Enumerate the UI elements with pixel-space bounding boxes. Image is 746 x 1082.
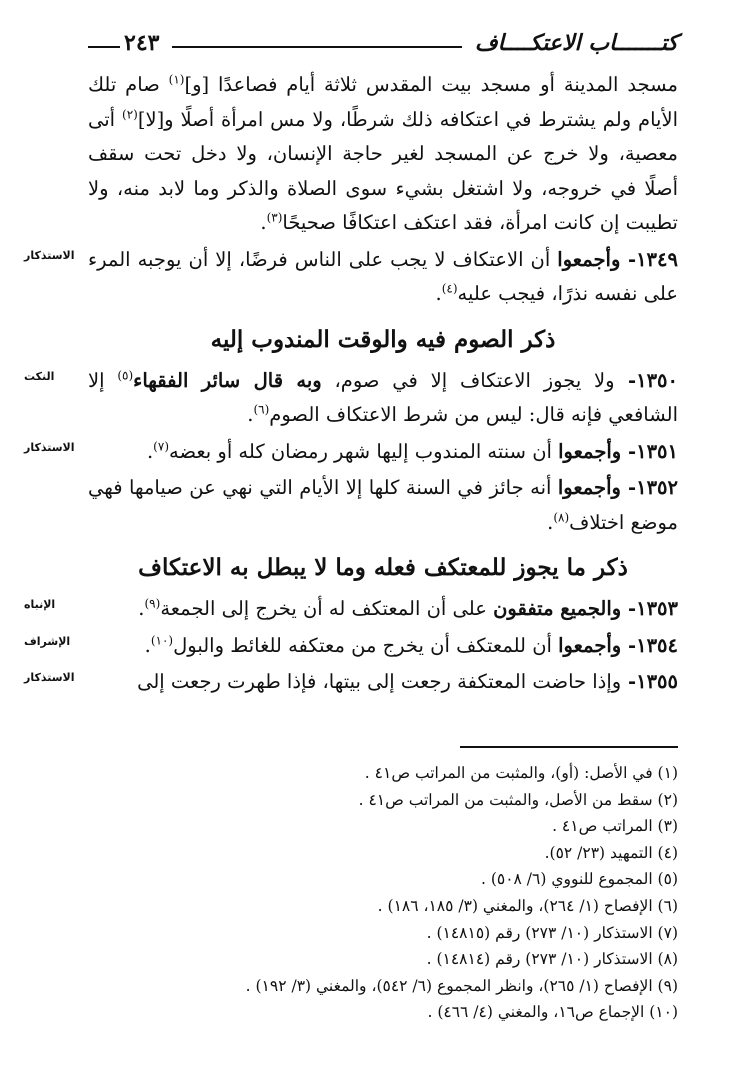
section-heading: ذكر ما يجوز للمعتكف فعله وما لا يبطل به الاعتكاف (138, 554, 628, 581)
entry-1353 (24, 592, 678, 627)
running-header (88, 30, 678, 64)
text: أن الاعتكاف لا يجب على الناس فرضًا، إلا أن يوجبه المرء على نفسه نذرًا، فيجب عليه (88, 247, 678, 305)
footnote: (٦) الإفصاح (١/ ٢٦٤)، والمغني (٣/ ١٨٥، ١٨٦) . (377, 896, 678, 915)
footnote-ref[interactable]: (٦) (253, 402, 270, 417)
entry-number: ١٣٥٥- (621, 670, 678, 693)
text: أن للمعتكف أن يخرج من معتكفه للغائط والبول (173, 633, 559, 657)
text: صام تلك الأيام ولم يشترط في اعتكافه ذلك شرطًا، ولا مس امرأة أصلًا و[لا] (88, 73, 679, 131)
entry-1350 (24, 364, 678, 433)
footnote: (٩) الإفصاح (١/ ٢٦٥)، وانظر المجموع (٦/ ٥٤٢)، والمغني (٣/ ١٩٢) . (245, 976, 678, 995)
page-number: ٢٤٣ (124, 30, 160, 56)
entry-text: ١٣٥٤- وأجمعوا أن للمعتكف أن يخرج من معتكفه للغائط والبول$^{(١٠)}$. (144, 633, 678, 657)
footnote-ref[interactable]: (٧) (153, 439, 169, 453)
footnote-ref[interactable]: (٣) (266, 210, 283, 225)
entry-1351 (24, 435, 678, 470)
entry-text: ١٣٥٢- وأجمعوا أنه جائز في السنة كلها إلا الأيام التي نهي عن صيامها فهي موضع اختلاف$^{(٨)}$. (88, 476, 678, 534)
entry-1349 (24, 243, 678, 312)
footnote-separator (460, 746, 678, 748)
footnote: (٢) سقط من الأصل، والمثبت من المراتب ص٤١ . (358, 790, 678, 809)
entry-1352 (88, 471, 678, 540)
entry-1354 (24, 629, 678, 664)
entry-text: ١٣٥٣- والجميع متفقون على أن المعتكف له أن يخرج إلى الجمعة$^{(٩)}$. (138, 596, 678, 620)
entry-text (88, 665, 678, 700)
header-rule-short (88, 46, 120, 48)
footnotes (158, 760, 678, 1026)
footnote-ref[interactable]: (١) (168, 72, 185, 87)
entry-keyword: وبه قال سائر الفقهاء (133, 368, 322, 392)
footnote: (٣) المراتب ص٤١ . (552, 817, 678, 836)
entry-number: ١٣٥٢- (620, 476, 678, 499)
entry-number: ١٣٥٣- (621, 597, 678, 620)
source-label: الإشراف (24, 634, 71, 648)
entry-keyword: وأجمعوا (557, 247, 621, 271)
text: على أن المعتكف له أن يخرج إلى الجمعة (160, 597, 494, 620)
main-text (24, 68, 679, 700)
footnote-ref[interactable]: (٥) (117, 368, 134, 382)
source-label: الإنباه (24, 598, 56, 611)
entry-keyword: وأجمعوا (557, 476, 621, 499)
entry-text: ١٣٥٠- ولا يجوز الاعتكاف إلا في صوم، وبه قال سائر الفقهاء$^{(٥)}$ إلا الشافعي فإنه قال: ليس من شرط الاعتكاف الصوم$^{(٦)}$. (88, 368, 678, 426)
footnote: (٧) الاستذكار (١٠/ ٢٧٣) رقم (١٤٨١٥) . (426, 923, 678, 942)
source-label: الاستذكار (24, 248, 75, 262)
footnote: (١٠) الإجماع ص١٦، والمغني (٤/ ٤٦٦) . (427, 1003, 678, 1022)
text: أتى معصية، ولا خرج عن المسجد لغير حاجة الإنسان، ولا دخل تحت سقف أصلًا في خروجه، ولا اشتغل بشيء سوى الصلاة والذكر وما لابد منه، ولا تطيبت إن كانت امرأة، فقد اعتكف اعتكافًا صحيحًا (88, 107, 678, 234)
footnote-ref[interactable]: (١٠) (150, 633, 174, 647)
footnote: (٥) المجموع للنووي (٦/ ٥٠٨) . (480, 870, 678, 889)
text: مسجد المدينة أو مسجد بيت المقدس ثلاثة أيام فصاعدًا [و] (184, 73, 678, 96)
text: أنه جائز في السنة كلها إلا الأيام التي نهي عن صيامها فهي موضع اختلاف (88, 476, 678, 534)
paragraph-continuation: مسجد المدينة أو مسجد بيت المقدس ثلاثة أيام فصاعدًا [و]$^{(١)}$ صام تلك الأيام ولم يشترط في اعتكافه ذلك شرطًا، ولا مس امرأة أصلًا و[لا]$^{(٢)}$ أتى معصية، ولا خرج عن المسجد لغير حاجة الإنسان، ولا دخل تحت سقف أصلًا في خروجه، ولا اشتغل بشيء سوى الصلاة والذكر وما لابد منه، ولا تطيبت إن كانت امرأة، فقد اعتكف اعتكافًا صحيحًا$^{(٣)}$. (88, 72, 679, 234)
entry-number: ١٣٥٤- (621, 633, 678, 657)
source-label: الاستذكار (24, 671, 75, 684)
text: وإذا حاضت المعتكفة رجعت إلى بيتها، فإذا طهرت رجعت إلى (137, 670, 622, 693)
entry-number: ١٣٤٩- (620, 247, 678, 271)
source-label: النكت (24, 369, 55, 383)
entry-1355 (24, 665, 678, 700)
entry-keyword: والجميع متفقون (493, 597, 622, 620)
footnote-ref[interactable]: (٤) (441, 281, 458, 296)
entry-text: ١٣٥١- وأجمعوا أن سنته المندوب إليها شهر رمضان كله أو بعضه$^{(٧)}$. (146, 439, 678, 463)
source-label: الاستذكار (24, 440, 75, 454)
entry-text: ١٣٤٩- وأجمعوا أن الاعتكاف لا يجب على الناس فرضًا، إلا أن يوجبه المرء على نفسه نذرًا، فيجب عليه$^{(٤)}$. (88, 247, 678, 305)
footnote: (٤) التمهيد (٢٣/ ٥٢). (544, 843, 678, 862)
text: أن سنته المندوب إليها شهر رمضان كله أو بعضه (169, 439, 559, 463)
header-rule (172, 46, 462, 48)
footnote: (١) في الأصل: (أو)، والمثبت من المراتب ص٤١ . (364, 764, 678, 782)
entry-number: ١٣٥٠- (614, 368, 678, 392)
footnote-ref[interactable]: (٩) (144, 596, 161, 611)
section-heading: ذكر الصوم فيه والوقت المندوب إليه (210, 325, 556, 353)
entry-keyword: وأجمعوا (558, 633, 622, 657)
entry-keyword: وأجمعوا (558, 439, 622, 463)
footnote-ref[interactable]: (٢) (122, 107, 138, 121)
footnote: (٨) الاستذكار (١٠/ ٢٧٣) رقم (١٤٨١٤) . (426, 950, 678, 969)
text: ولا يجوز الاعتكاف إلا في صوم، (321, 368, 615, 392)
text: إلا الشافعي فإنه قال: ليس من شرط الاعتكاف الصوم (88, 368, 678, 426)
entry-number: ١٣٥١- (621, 439, 678, 463)
book-title: كتـــــــاب الاعتكــــاف (474, 30, 678, 56)
footnote-ref[interactable]: (٨) (553, 510, 570, 524)
